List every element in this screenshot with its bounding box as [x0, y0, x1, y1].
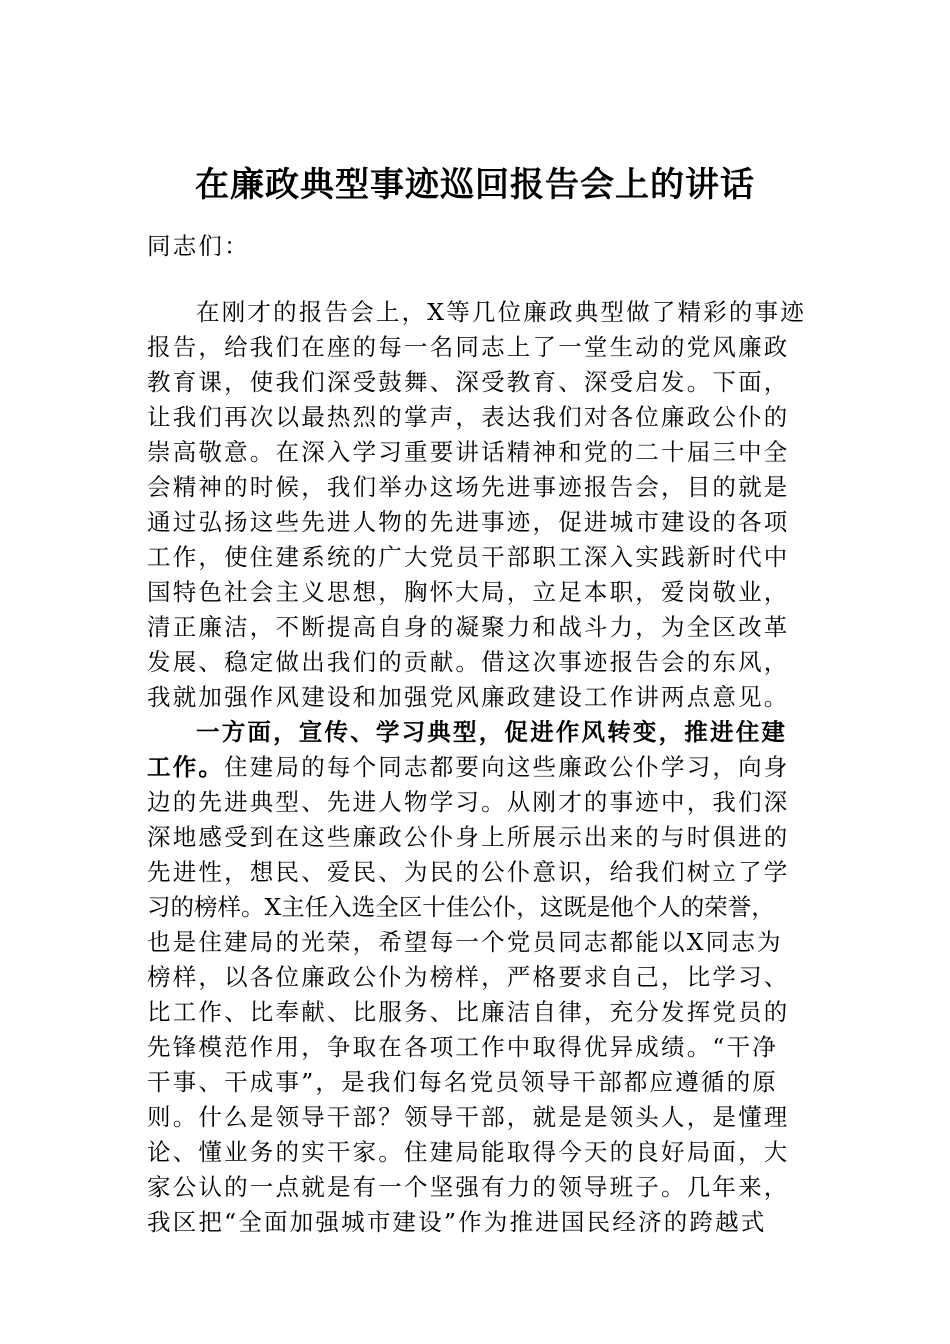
paragraph-line: 会精神的时候，我们举办这场先进事迹报告会，目的就是 — [147, 473, 790, 501]
paragraph-line: 习的榜样。X主任入选全区十佳公仆，这既是他个人的荣誉， — [147, 893, 775, 921]
section-heading-continuation: 工作。 — [147, 753, 225, 781]
paragraph-line: 先进性，想民、爱民、为民的公仆意识，给我们树立了学 — [147, 858, 790, 886]
paragraph-line: 深地感受到在这些廉政公仆身上所展示出来的与时俱进的 — [147, 823, 790, 851]
paragraph-line: 在刚才的报告会上，X等几位廉政典型做了精彩的事迹 — [196, 298, 807, 326]
paragraph-line: 工作，使住建系统的广大党员干部职工深入实践新时代中 — [147, 543, 790, 571]
salutation: 同志们： — [147, 232, 250, 260]
document-title: 在廉政典型事迹巡回报告会上的讲话 — [195, 165, 755, 205]
paragraph-line: 我就加强作风建设和加强党风廉政建设工作讲两点意见。 — [147, 683, 790, 711]
paragraph-line: 发展、稳定做出我们的贡献。借这次事迹报告会的东风， — [147, 648, 790, 676]
paragraph-line: 清正廉洁，不断提高自身的凝聚力和战斗力，为全区改革 — [147, 613, 790, 641]
paragraph-line: 也是住建局的光荣，希望每一个党员同志都能以X同志为 — [147, 928, 783, 956]
paragraph-line: 国特色社会主义思想，胸怀大局，立足本职，爱岗敬业， — [147, 578, 790, 606]
paragraph-line: 论、懂业务的实干家。住建局能取得今天的良好局面，大 — [147, 1138, 790, 1166]
paragraph-line: 让我们再次以最热烈的掌声，表达我们对各位廉政公仆的 — [147, 403, 790, 431]
paragraph-line: 崇高敬意。在深入学习重要讲话精神和党的二十届三中全 — [147, 438, 790, 466]
paragraph-line — [147, 752, 790, 782]
paragraph-line: 边的先进典型、先进人物学习。从刚才的事迹中，我们深 — [147, 788, 790, 816]
paragraph-line: 我区把“全面加强城市建设”作为推进国民经济的跨越式 — [147, 1208, 767, 1236]
paragraph-line: 干事、干成事”，是我们每名党员领导干部都应遵循的原 — [147, 1068, 779, 1096]
paragraph-line: 先锋模范作用，争取在各项工作中取得优异成绩。“干净 — [147, 1033, 779, 1061]
paragraph-line: 则。什么是领导干部？领导干部，就是是领头人，是懂理 — [147, 1103, 790, 1131]
paragraph-line: 榜样，以各位廉政公仆为榜样，严格要求自己，比学习、 — [147, 963, 790, 991]
paragraph-line: 通过弘扬这些先进人物的先进事迹，促进城市建设的各项 — [147, 508, 790, 536]
paragraph-text: 住建局的每个同志都要向这些廉政公仆学习，向身 — [224, 753, 790, 781]
section-heading: 一方面，宣传、学习典型，促进作风转变，推进住建 — [196, 718, 788, 746]
paragraph-line: 报告，给我们在座的每一名同志上了一堂生动的党风廉政 — [147, 333, 790, 361]
paragraph-line: 家公认的一点就是有一个坚强有力的领导班子。几年来， — [147, 1173, 790, 1201]
paragraph-line: 教育课，使我们深受鼓舞、深受教育、深受启发。下面， — [147, 368, 790, 396]
paragraph-line: 比工作、比奉献、比服务、比廉洁自律，充分发挥党员的 — [147, 998, 790, 1026]
